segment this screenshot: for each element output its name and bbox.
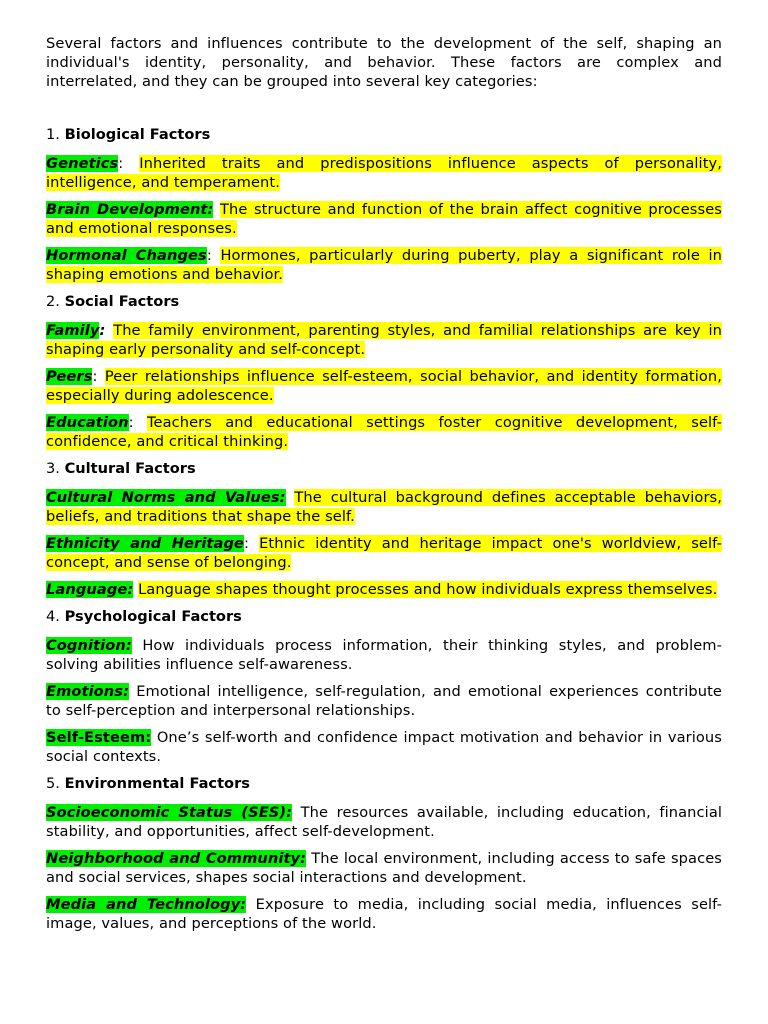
factor-description: The resources available, including education, financial stability, and opportunities, affect self-development. <box>46 804 723 840</box>
factor-term: Education <box>46 414 129 431</box>
factor-item <box>46 682 722 720</box>
factor-item <box>46 803 722 841</box>
section-number: 1. <box>46 126 60 143</box>
factor-item <box>46 849 722 887</box>
factor-description: The local environment, including access to safe spaces and social services, shapes social interactions and development. <box>46 850 722 886</box>
factor-description: Teachers and educational settings foster cognitive development, self-confidence, and critical thinking. <box>46 414 722 450</box>
factor-item <box>46 413 722 451</box>
factor-description: How individuals process information, their thinking styles, and problem-solving abilities influence self-awareness. <box>46 637 722 673</box>
factor-item <box>46 246 722 284</box>
factor-item <box>46 488 722 526</box>
factor-item <box>46 534 722 572</box>
factor-item <box>46 367 722 405</box>
factor-separator: : <box>206 247 212 264</box>
factor-item <box>46 728 722 766</box>
factor-term: Language: <box>46 581 134 598</box>
section-heading <box>46 607 722 626</box>
factor-term: Self-Esteem: <box>46 729 152 746</box>
factor-item <box>46 200 722 238</box>
section-title: Social Factors <box>64 293 180 310</box>
section-number: 5. <box>46 775 60 792</box>
section-number: 3. <box>46 460 60 477</box>
section-cultural <box>46 459 722 599</box>
factor-term: Socioeconomic Status (SES): <box>46 804 293 821</box>
factor-term: Genetics <box>46 155 119 172</box>
section-social <box>46 292 722 451</box>
factor-description: Language shapes thought processes and how individuals express themselves. <box>138 581 718 598</box>
section-heading <box>46 125 722 144</box>
factor-item <box>46 895 722 933</box>
factor-description: The cultural background defines acceptable behaviors, beliefs, and traditions that shape the self. <box>46 489 722 525</box>
section-heading <box>46 774 722 793</box>
section-heading <box>46 292 722 311</box>
factor-description: Hormones, particularly during puberty, play a significant role in shaping emotions and behavior. <box>46 247 722 283</box>
factor-description: Emotional intelligence, self-regulation, and emotional experiences contribute to self-perception and interpersonal relationships. <box>46 683 722 719</box>
factor-separator: : <box>118 155 124 172</box>
factor-term: Cognition: <box>46 637 132 654</box>
factor-item <box>46 154 722 192</box>
section-title: Biological Factors <box>64 126 211 143</box>
factor-term: Family <box>46 322 100 339</box>
factor-term: Neighborhood and Community: <box>46 850 307 867</box>
factor-term: Peers <box>46 368 93 385</box>
factor-separator: : <box>244 535 250 552</box>
section-title: Psychological Factors <box>64 608 242 625</box>
factor-term: Hormonal Changes <box>46 247 207 264</box>
intro-paragraph: Several factors and influences contribute to the development of the self, shaping an individual's identity, personality, and behavior. These factors are complex and interrelated, and they can be grouped into several key categories: <box>46 35 722 90</box>
factor-term: Ethnicity and Heritage <box>46 535 244 552</box>
factor-term: Brain Development: <box>46 201 214 218</box>
factor-term: Emotions: <box>46 683 130 700</box>
factor-separator: : <box>92 368 98 385</box>
factor-description: The family environment, parenting styles, and familial relationships are key in shaping early personality and self-concept. <box>46 322 722 358</box>
factor-item <box>46 636 722 674</box>
section-number: 2. <box>46 293 60 310</box>
section-title: Cultural Factors <box>64 460 196 477</box>
factor-description: Inherited traits and predispositions influence aspects of personality, intelligence, and temperament. <box>46 155 722 191</box>
section-title: Environmental Factors <box>64 775 250 792</box>
factor-item <box>46 580 722 599</box>
factor-term: Media and Technology: <box>46 896 247 913</box>
section-environmental <box>46 774 722 933</box>
factor-item <box>46 321 722 359</box>
factor-description: One’s self-worth and confidence impact motivation and behavior in various social contexts. <box>46 729 722 765</box>
section-number: 4. <box>46 608 60 625</box>
factor-description: Ethnic identity and heritage impact one's worldview, self-concept, and sense of belonging. <box>46 535 722 571</box>
section-psychological <box>46 607 722 766</box>
section-heading <box>46 459 722 478</box>
factor-separator: : <box>99 322 106 339</box>
factor-term: Cultural Norms and Values: <box>46 489 286 506</box>
factor-description: Exposure to media, including social media, influences self-image, values, and perceptions of the world. <box>46 896 722 932</box>
factor-description: Peer relationships influence self-esteem, social behavior, and identity formation, especially during adolescence. <box>46 368 722 404</box>
factor-separator: : <box>128 414 134 431</box>
factor-description: The structure and function of the brain affect cognitive processes and emotional responses. <box>46 201 722 237</box>
section-biological <box>46 125 722 284</box>
